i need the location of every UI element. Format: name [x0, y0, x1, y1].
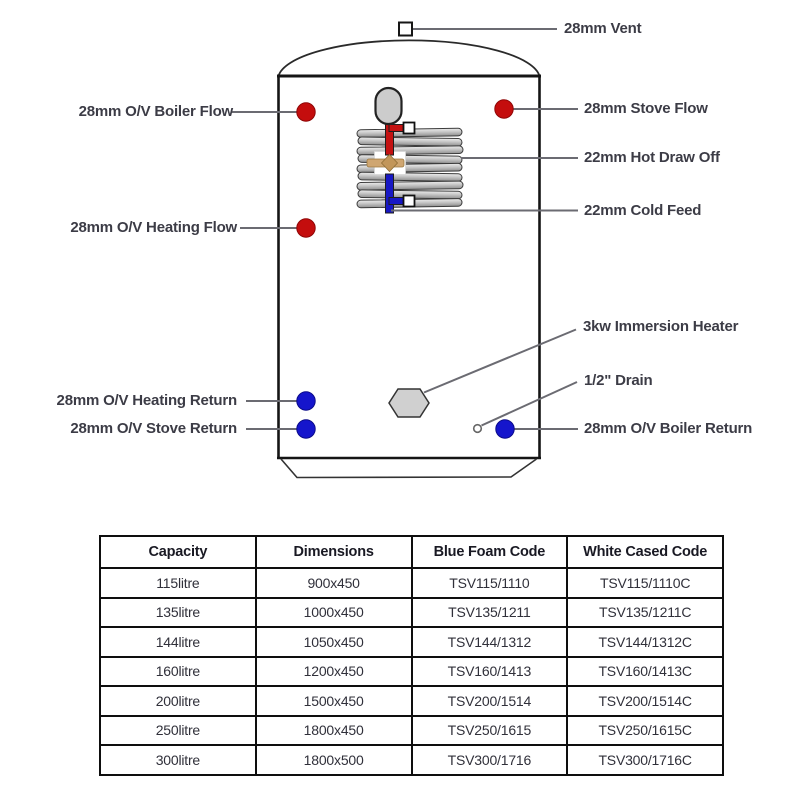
stove-flow-port: [495, 100, 513, 118]
immersion-heater-boss: [389, 389, 429, 417]
table-cell: 160litre: [100, 657, 256, 687]
tank-base-skirt: [281, 459, 537, 478]
table-cell: TSV250/1615: [412, 716, 568, 746]
table-cell: TSV250/1615C: [567, 716, 723, 746]
cold-branch-connection: [404, 196, 415, 207]
heating-return-port: [297, 392, 315, 410]
table-cell: 200litre: [100, 686, 256, 716]
expansion-vessel: [376, 88, 402, 124]
cold-feed-label: 22mm Cold Feed: [584, 202, 702, 219]
drain-port: [474, 425, 482, 433]
table-cell: TSV300/1716C: [567, 745, 723, 775]
cold-pipe: [386, 174, 394, 213]
spec-table: [99, 535, 724, 776]
boiler-flow-port: [297, 103, 315, 121]
table-row: [100, 657, 723, 687]
table-cell: 1800x500: [256, 745, 412, 775]
table-cell: 250litre: [100, 716, 256, 746]
table-cell: TSV135/1211: [412, 598, 568, 628]
table-row: [100, 745, 723, 775]
table-cell: 300litre: [100, 745, 256, 775]
table-row: [100, 686, 723, 716]
table-cell: TSV300/1716: [412, 745, 568, 775]
drain-line: [482, 382, 578, 426]
table-cell: 1000x450: [256, 598, 412, 628]
table-cell: TSV144/1312: [412, 627, 568, 657]
column-header: White Cased Code: [567, 536, 723, 568]
column-header: Capacity: [100, 536, 256, 568]
boiler-flow-label: 28mm O/V Boiler Flow: [78, 103, 233, 120]
table-row: [100, 716, 723, 746]
column-header: Dimensions: [256, 536, 412, 568]
table-cell: TSV160/1413C: [567, 657, 723, 687]
spec-table-head: [100, 536, 723, 568]
table-cell: TSV160/1413: [412, 657, 568, 687]
stove-flow-label: 28mm Stove Flow: [584, 100, 708, 117]
boiler-return-label: 28mm O/V Boiler Return: [584, 420, 753, 437]
table-row: [100, 568, 723, 598]
table-cell: TSV115/1110: [412, 568, 568, 598]
table-cell: TSV200/1514: [412, 686, 568, 716]
heating-flow-label: 28mm O/V Heating Flow: [70, 219, 237, 236]
hot-branch-connection: [404, 123, 415, 134]
vent-label: 28mm Vent: [564, 20, 642, 37]
table-cell: TSV144/1312C: [567, 627, 723, 657]
hot-draw-off-label: 22mm Hot Draw Off: [584, 149, 720, 166]
vent-connection: [399, 23, 412, 36]
table-cell: 1050x450: [256, 627, 412, 657]
table-cell: TSV135/1211C: [567, 598, 723, 628]
heating-flow-port: [297, 219, 315, 237]
boiler-return-port: [496, 420, 514, 438]
table-cell: 115litre: [100, 568, 256, 598]
table-cell: TSV200/1514C: [567, 686, 723, 716]
table-cell: 1200x450: [256, 657, 412, 687]
heating-return-label: 28mm O/V Heating Return: [56, 392, 237, 409]
table-row: [100, 627, 723, 657]
header-row: [100, 536, 723, 568]
stove-return-port: [297, 420, 315, 438]
spec-table-body: [100, 568, 723, 775]
tank-dome: [279, 40, 540, 76]
table-cell: 900x450: [256, 568, 412, 598]
table-cell: TSV115/1110C: [567, 568, 723, 598]
stove-return-label: 28mm O/V Stove Return: [70, 420, 237, 437]
table-cell: 144litre: [100, 627, 256, 657]
table-row: [100, 598, 723, 628]
drain-label: 1/2" Drain: [584, 372, 653, 389]
column-header: Blue Foam Code: [412, 536, 568, 568]
immersion-heater-line: [424, 330, 576, 393]
table-cell: 135litre: [100, 598, 256, 628]
table-cell: 1800x450: [256, 716, 412, 746]
table-cell: 1500x450: [256, 686, 412, 716]
immersion-heater-label: 3kw Immersion Heater: [583, 318, 739, 335]
